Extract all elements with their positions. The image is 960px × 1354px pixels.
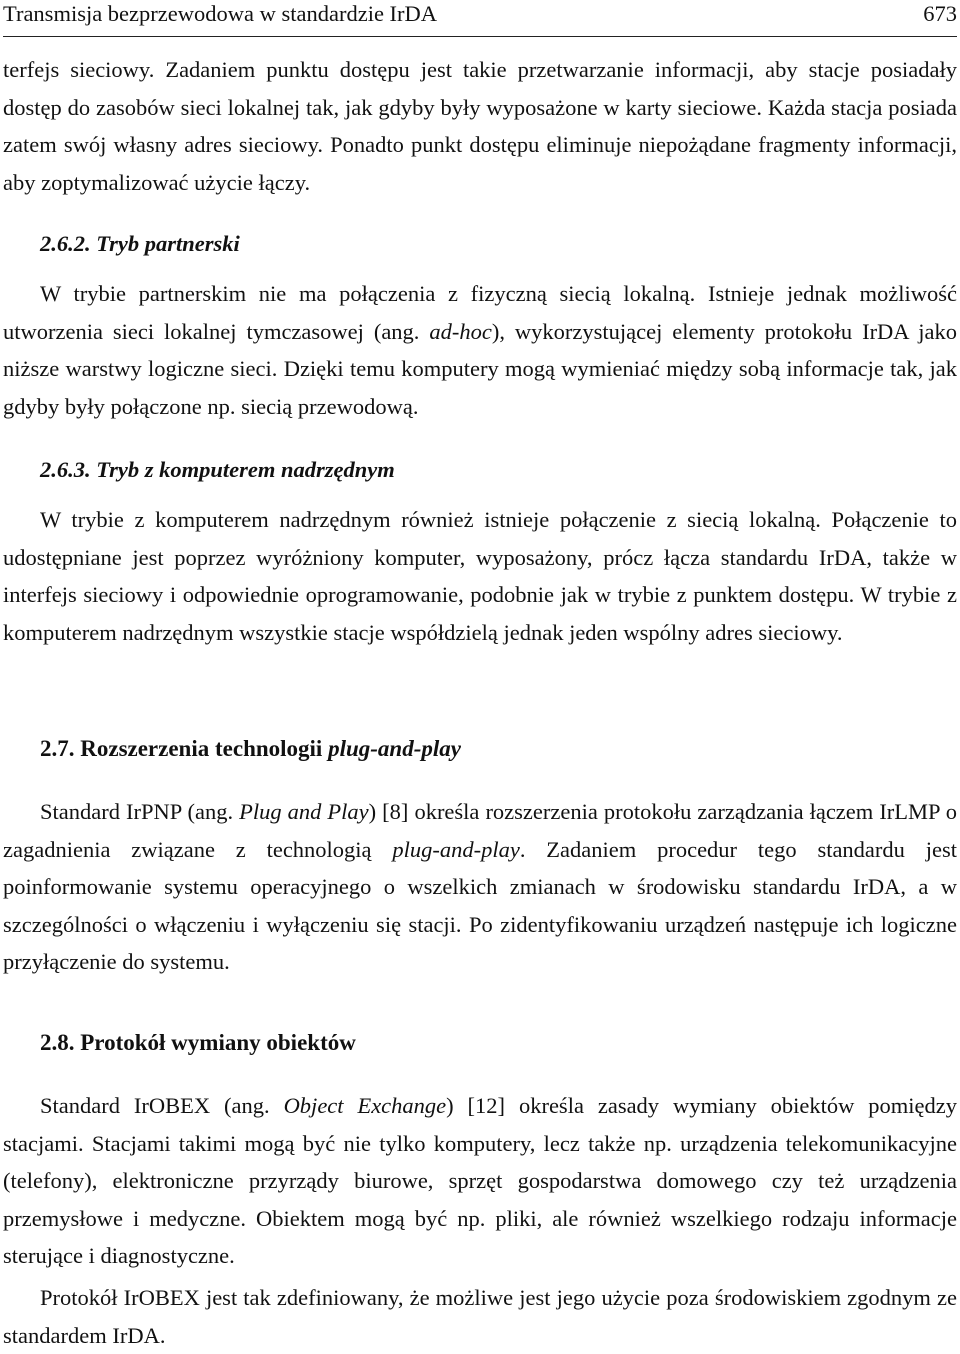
paragraph-text: W trybie partnerskim nie ma połączenia z fizyczną siecią lokalną. Istnieje jednak możliwość utworzenia sieci lokalnej tymczasowej (ang. — [3, 281, 957, 344]
heading-2-7 — [40, 734, 461, 764]
paragraph-emphasis: Plug and Play — [239, 799, 369, 824]
paragraph-access-point: terfejs sieciowy. Zadaniem punktu dostępu jest takie przetwarzanie informacji, aby stacje posiadały dostęp do zasobów sieci lokalnej tak, jak gdyby były wyposażone w karty sieciowe. Każda stacja posiada zatem swój własny adres sieciowy. Ponadto punkt dostępu eliminuje niepożądane fragmenty informacji, aby zoptymalizować użycie łączy. — [3, 57, 957, 195]
heading-2-6-2: 2.6.2. Tryb partnerski — [40, 231, 240, 256]
paragraph-partner-mode — [3, 275, 957, 425]
paragraph-emphasis: plug-and-play — [392, 836, 520, 862]
paragraph-text: ), wykorzystującej elementy protokołu IrDA jako niższe warstwy logiczne sieci. Dzięki temu komputery mogą wymieniać między sobą informacje tak, jak gdyby były połączone np. siecią przewodową. — [3, 318, 957, 419]
paragraph-irobex — [3, 1087, 957, 1275]
paragraph-text: Standard IrPNP (ang. — [40, 799, 240, 824]
paragraph-host-mode: W trybie z komputerem nadrzędnym również istnieje połączenie z siecią lokalną. Połączenie to udostępniane jest poprzez wyróżniony komputer, wyposażony, prócz łącza standardu IrDA, także w interfejs sieciowy i odpowiednie oprogramowanie, podobnie jak w trybie z punktem dostępu. W trybie z komputerem nadrzędnym wszystkie stacje współdzielą jednak jeden wspólny adres sieciowy. — [3, 507, 957, 645]
heading-2-8: 2.8. Protokół wymiany obiektów — [40, 1030, 356, 1055]
heading-2-6-3: 2.6.3. Tryb z komputerem nadrzędnym — [40, 457, 395, 482]
header-title: Transmisja bezprzewodowa w standardzie IrDA — [3, 1, 438, 26]
running-header — [3, 0, 957, 37]
page-number: 673 — [923, 1, 957, 26]
paragraph-text: ) [8] określa rozszerzenia protokołu zarządzania łączem IrLMP o zagadnienia związane z technologią — [3, 799, 958, 862]
paragraph-text: ) [12] określa zasady wymiany obiektów pomiędzy stacjami. Stacjami takimi mogą być nie tylko komputery, lecz także np. urządzenia telekomunikacyjne (telefony), elektroniczne przyrządy biurowe, sprzęt gospodarstwa domowego czy też urządzenia przemysłowe i medyczne. Obiektem mogą być np. pliki, ale również wszelkiego rodzaju informacje sterujące i diagnostyczne. — [3, 1093, 957, 1268]
paragraph-text: Standard IrOBEX (ang. — [40, 1093, 284, 1118]
paragraph-emphasis: ad-hoc — [429, 318, 492, 344]
paragraph-irobex-definition: Protokół IrOBEX jest tak zdefiniowany, że możliwe jest jego użycie poza środowiskiem zgodnym ze standardem IrDA. — [3, 1285, 957, 1348]
heading-emphasis: plug-and-play — [328, 736, 461, 761]
paragraph-text: . Zadaniem procedur tego standardu jest poinformowanie systemu operacyjnego o wszelkich zmianach w środowisku standardu IrDA, a w szczególności o włączeniu i wyłączeniu się stacji. Po zidentyfikowaniu urządzeń następuje ich logiczne przyłączenie do systemu. — [3, 836, 957, 974]
paragraph-irpnp — [3, 793, 957, 981]
heading-text: 2.7. Rozszerzenia technologii — [40, 736, 329, 761]
paragraph-emphasis: Object Exchange — [283, 1093, 447, 1118]
